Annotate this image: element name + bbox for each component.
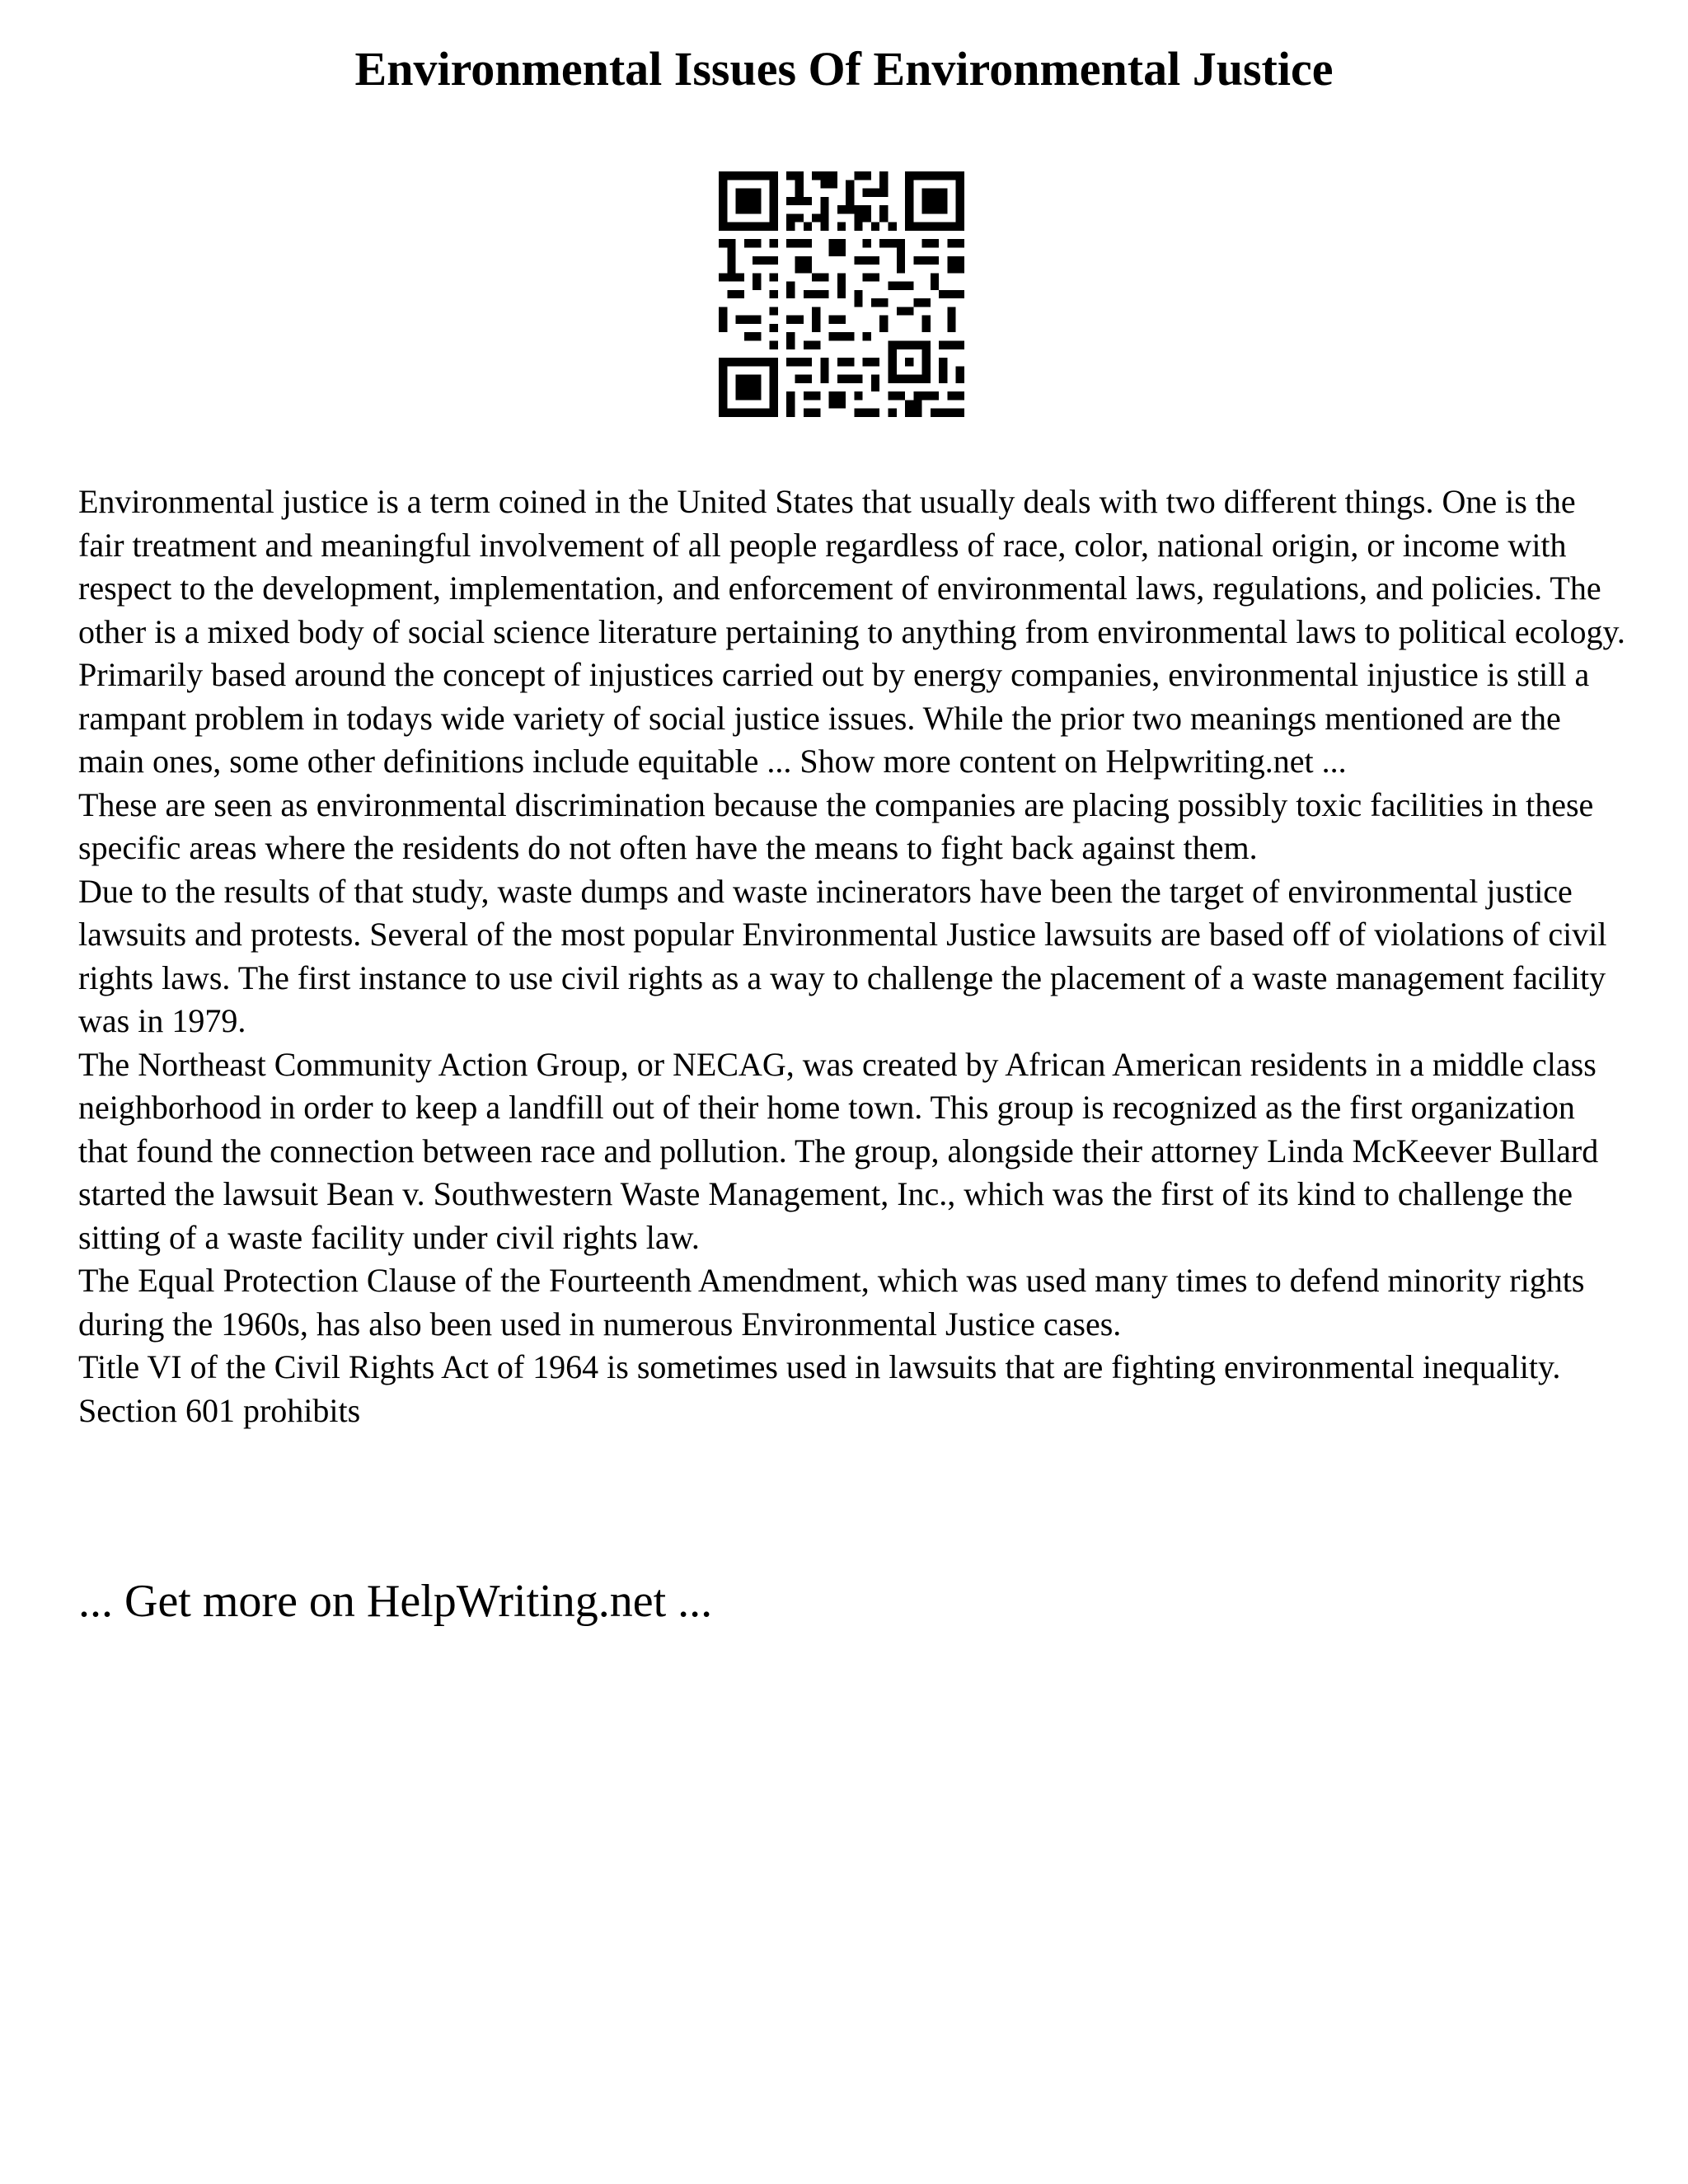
paragraph: The Equal Protection Clause of the Fourteenth Amendment, which was used many times to defend minority rights during the 1960s, has also been used in numerous Environmental Justice cases. (78, 1262, 1585, 1343)
body-text (78, 480, 1628, 1432)
paragraph: Environmental justice is a term coined in the United States that usually deals with two different things. One is the fair treatment and meaningful involvement of all people regardless of race, color, national origin, or income with respect to the development, implementation, and enforcement of environmental laws, regulations, and policies. The other is a mixed body of social science literature pertaining to anything from environmental laws to political ecology. Primarily based around the concept of injustices carried out by energy companies, environmental injustice is still a rampant problem in todays wide variety of social justice issues. While the prior two meanings mentioned are the main ones, some other definitions include equitable ... Show more content on Helpwriting.net ... (78, 483, 1625, 780)
get-more-link[interactable]: ... Get more on HelpWriting.net ... (78, 1576, 713, 1627)
paragraph: The Northeast Community Action Group, or NECAG, was created by African American residents in a middle class neighborhood in order to keep a landfill out of their home town. This group is recognized as the first organization that found the connection between race and pollution. The group, alongside their attorney Linda McKeever Bullard started the lawsuit Bean v. Southwestern Waste Management, Inc., which was the first of its kind to challenge the sitting of a waste facility under civil rights law. (78, 1045, 1599, 1256)
paragraph: These are seen as environmental discrimination because the companies are placing possibly toxic facilities in these specific areas where the residents do not often have the means to fight back against them. (78, 785, 1594, 866)
paragraph: Due to the results of that study, waste dumps and waste incinerators have been the target of environmental justice lawsuits and protests. Several of the most popular Environmental Justice lawsuits are based off of violations of civil rights laws. The first instance to use civil rights as a way to challenge the placement of a waste management facility was in 1979. (78, 872, 1607, 1039)
page-title: Environmental Issues Of Environmental Justice (354, 42, 1334, 96)
paragraph: Title VI of the Civil Rights Act of 1964 is sometimes used in lawsuits that are fighting environmental inequality. Section 601 prohibits (78, 1348, 1561, 1429)
qr-code-icon[interactable] (719, 171, 964, 417)
